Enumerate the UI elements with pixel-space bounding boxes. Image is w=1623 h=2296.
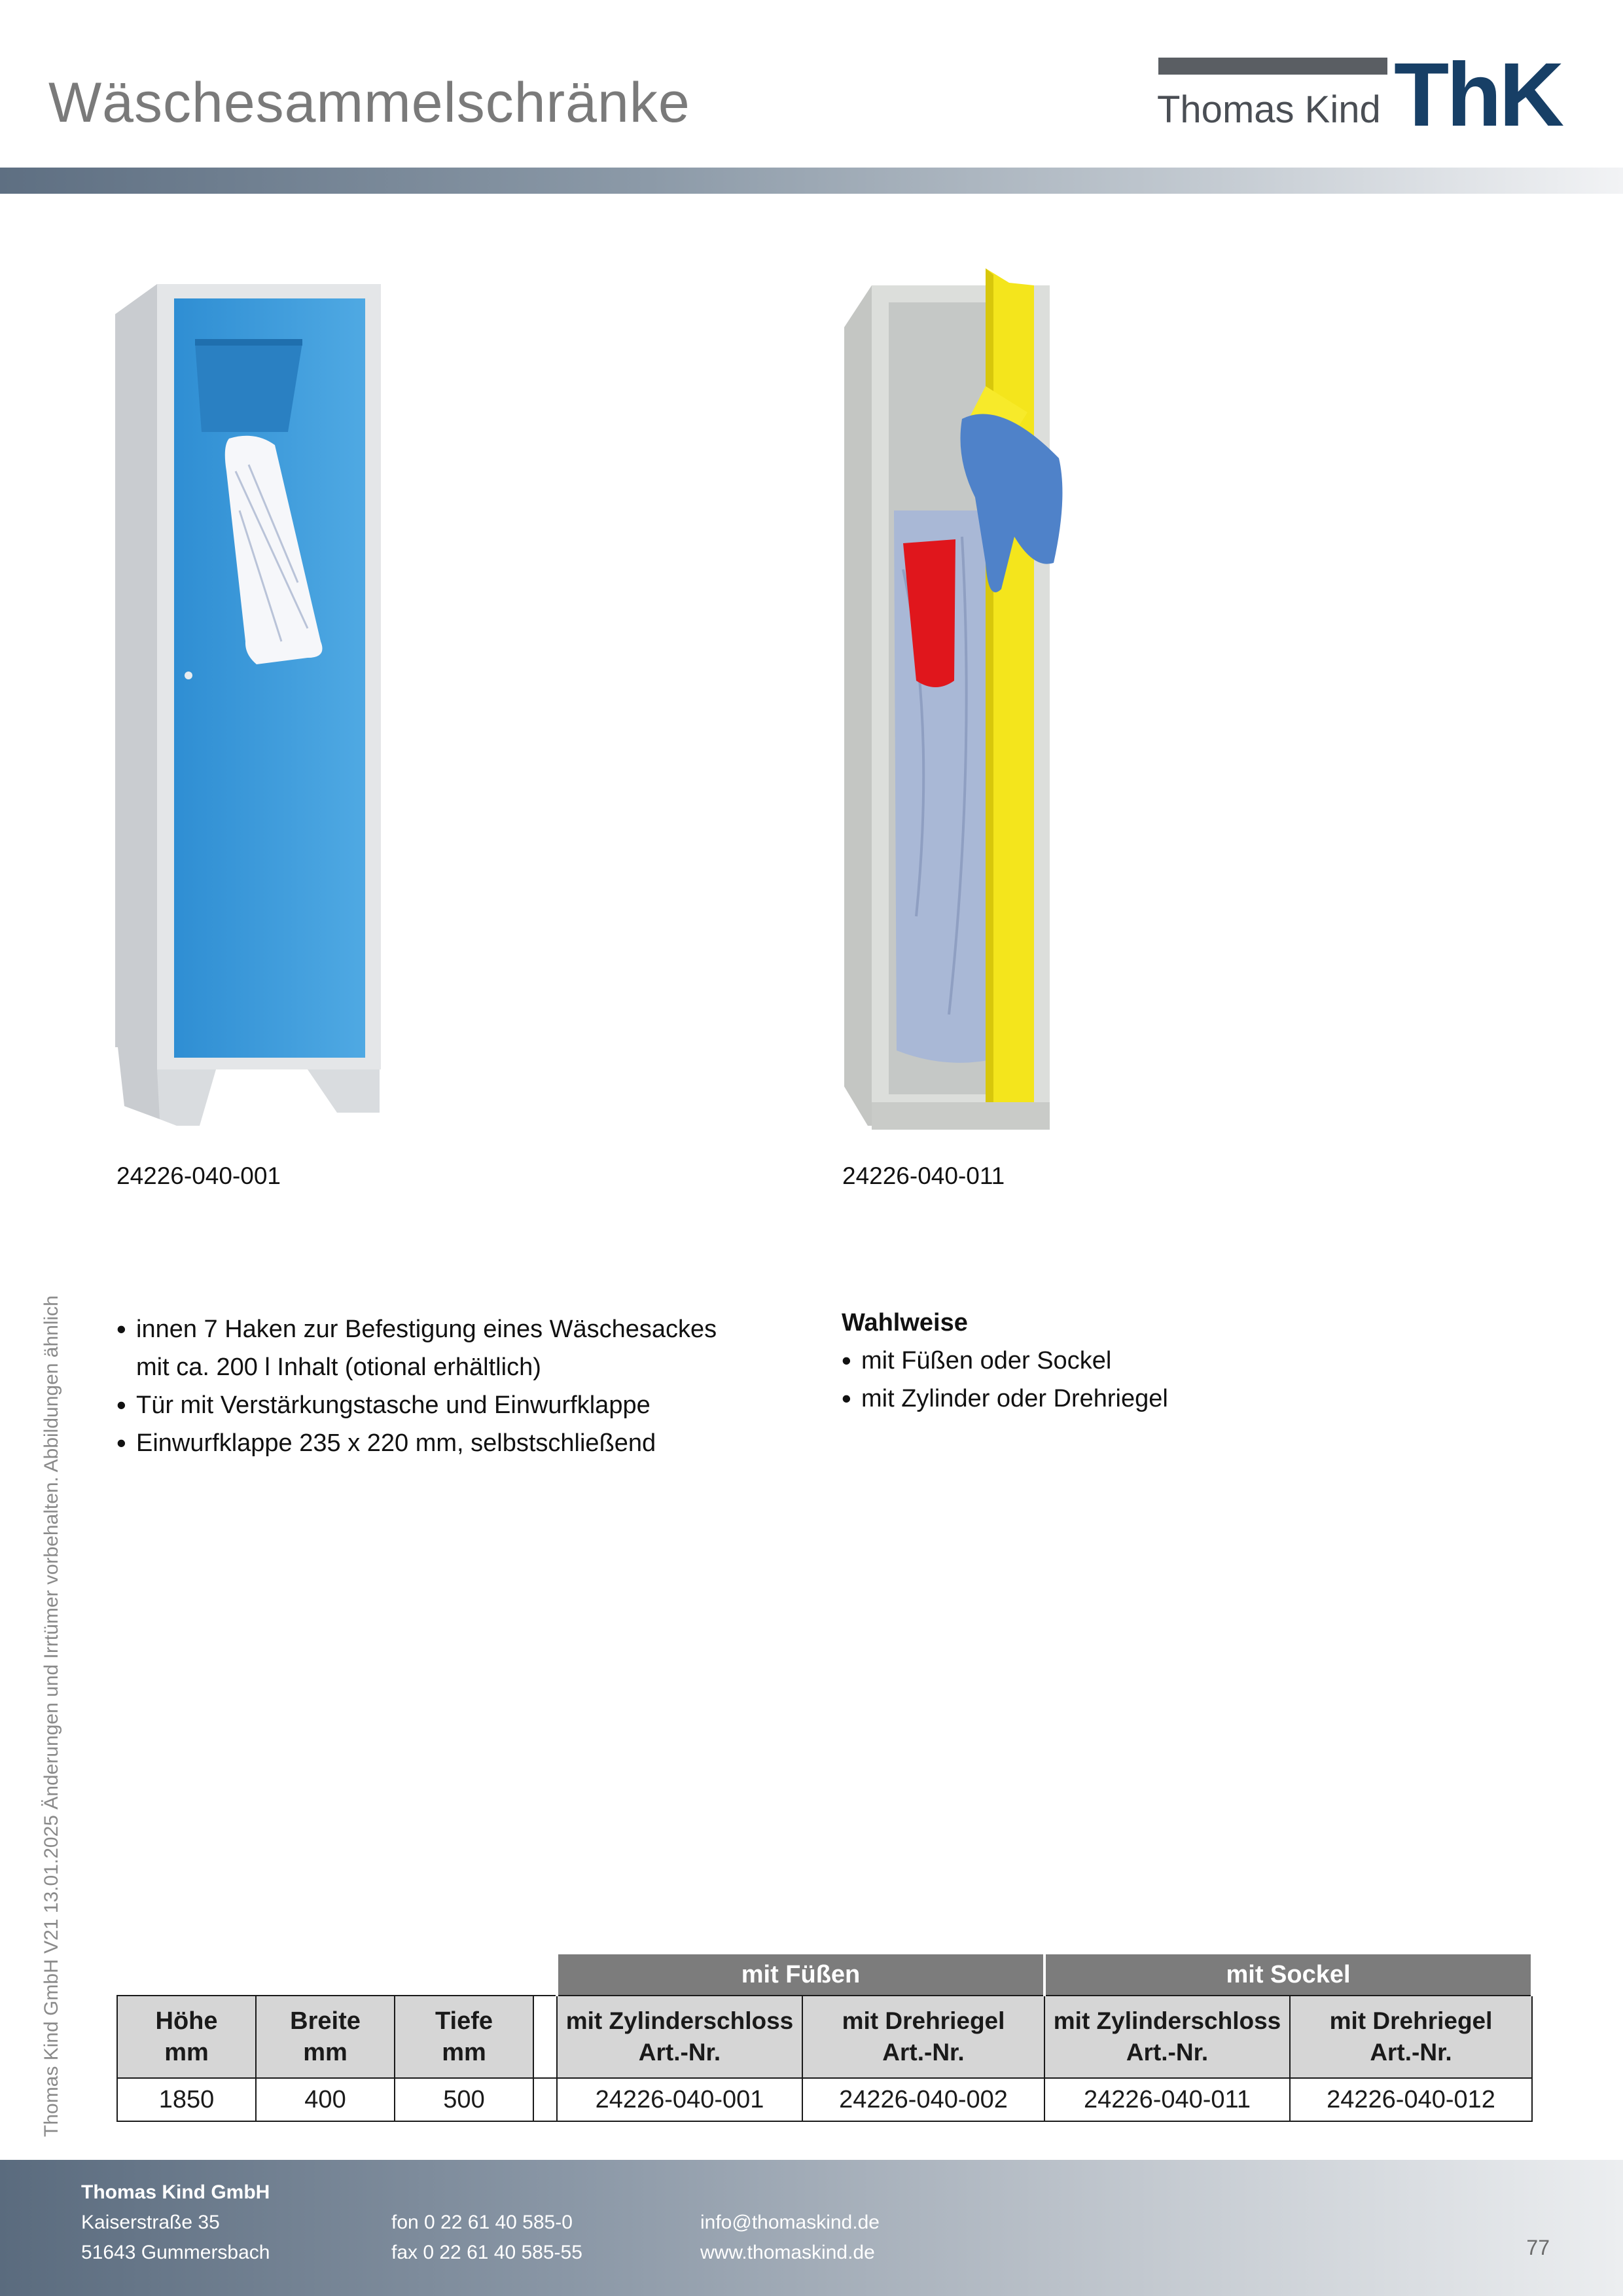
feature-item: • innen 7 Haken zur Befestigung eines Wäschesackes mit ca. 200 l Inhalt (otional erhältlich) bbox=[116, 1310, 771, 1386]
group-header-mit-sockel: mit Sockel bbox=[1044, 1954, 1532, 1996]
column-header-art-nr: mit Zylinderschloss Art.-Nr. bbox=[1044, 1996, 1290, 2078]
column-header-art-nr: mit Drehriegel Art.-Nr. bbox=[1290, 1996, 1532, 2078]
table-cell: 24226-040-011 bbox=[1044, 2078, 1290, 2121]
footer-company: Thomas Kind GmbH bbox=[81, 2181, 270, 2203]
column-header-width: Breite mm bbox=[256, 1996, 395, 2078]
feature-item: • mit Füßen oder Sockel bbox=[842, 1342, 1431, 1380]
logo-name: Thomas Kind bbox=[1157, 88, 1381, 131]
group-header-mit-fuessen: mit Füßen bbox=[557, 1954, 1044, 1996]
footer-contact bbox=[391, 2208, 582, 2268]
column-header-art-nr: mit Zylinderschloss Art.-Nr. bbox=[557, 1996, 802, 2078]
footer-city: 51643 Gummersbach bbox=[81, 2242, 270, 2263]
table-cell: 24226-040-012 bbox=[1290, 2078, 1532, 2121]
footer-fax: fax 0 22 61 40 585-55 bbox=[391, 2242, 582, 2263]
table-spacer bbox=[533, 1996, 557, 2078]
side-note: Thomas Kind GmbH V21 13.01.2025 Änderungen und Irrtümer vorbehalten. Abbildungen ähnlich bbox=[41, 1295, 62, 2137]
footer-online bbox=[700, 2208, 880, 2268]
table-cell: 24226-040-002 bbox=[802, 2078, 1044, 2121]
product-caption: 24226-040-001 bbox=[116, 1162, 281, 1189]
feature-item: • Tür mit Verstärkungstasche und Einwurfklappe bbox=[116, 1386, 771, 1424]
table-cell: 400 bbox=[256, 2078, 395, 2121]
feature-item: • mit Zylinder oder Drehriegel bbox=[842, 1380, 1431, 1418]
table-spacer bbox=[533, 2078, 557, 2121]
column-header-depth: Tiefe mm bbox=[395, 1996, 533, 2078]
table-cell: 500 bbox=[395, 2078, 533, 2121]
product-image-open-yellow-locker bbox=[838, 262, 1113, 1119]
column-header-art-nr: mit Drehriegel Art.-Nr. bbox=[802, 1996, 1044, 2078]
table-cell: 1850 bbox=[117, 2078, 256, 2121]
column-header-height: Höhe mm bbox=[117, 1996, 256, 2078]
product-image-blue-locker bbox=[111, 275, 386, 1132]
footer-phone: fon 0 22 61 40 585-0 bbox=[391, 2212, 573, 2233]
footer-address bbox=[81, 2178, 270, 2268]
table-row bbox=[117, 2078, 1532, 2121]
footer-website-link[interactable]: www.thomaskind.de bbox=[700, 2242, 875, 2263]
options-heading: Wahlweise bbox=[842, 1309, 968, 1336]
spec-table bbox=[116, 1954, 1533, 2122]
company-logo bbox=[1157, 45, 1593, 145]
feature-item: • Einwurfklappe 235 x 220 mm, selbstschließend bbox=[116, 1424, 771, 1462]
table-cell: 24226-040-001 bbox=[557, 2078, 802, 2121]
page-number: 77 bbox=[1526, 2236, 1550, 2259]
feature-list-right bbox=[842, 1304, 1431, 1418]
feature-list-left bbox=[116, 1310, 771, 1462]
header-band bbox=[0, 168, 1623, 194]
product-caption: 24226-040-011 bbox=[842, 1162, 1005, 1189]
footer-street: Kaiserstraße 35 bbox=[81, 2212, 220, 2233]
footer-email-link[interactable]: info@thomaskind.de bbox=[700, 2212, 880, 2233]
logo-mark: ThK bbox=[1394, 45, 1562, 145]
page-title: Wäschesammelschränke bbox=[48, 71, 690, 134]
logo-bar bbox=[1158, 58, 1387, 75]
